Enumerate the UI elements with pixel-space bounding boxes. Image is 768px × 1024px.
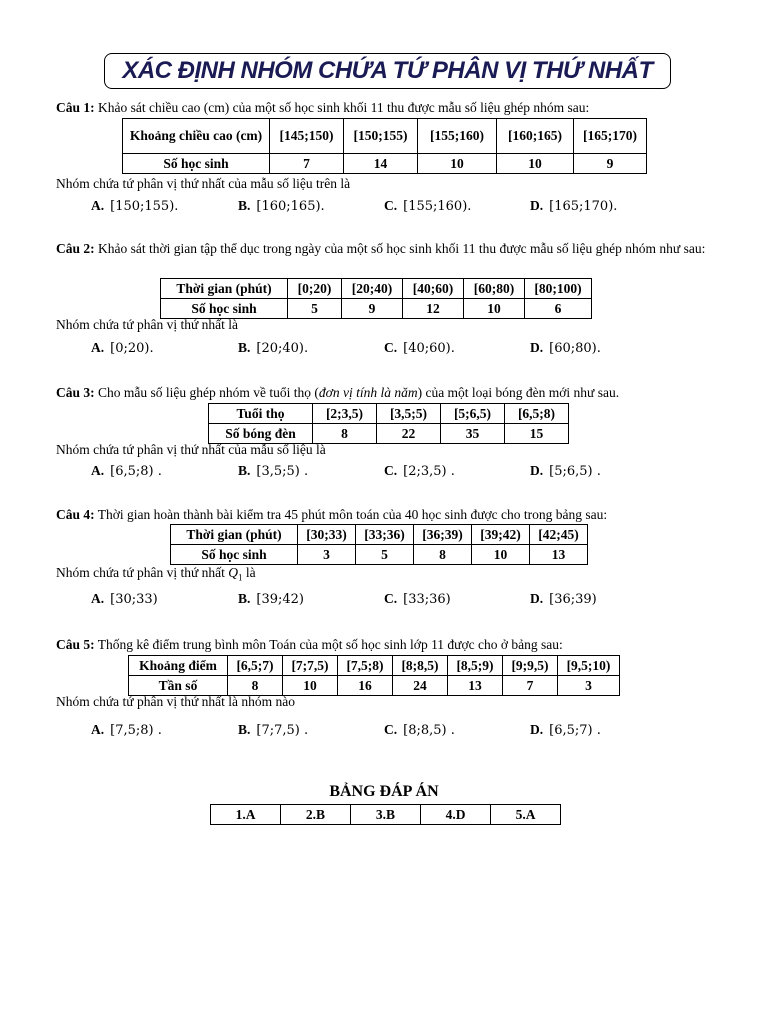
question-1-stem: Nhóm chứa tứ phân vị thứ nhất của mẫu số liệu trên là	[56, 176, 351, 191]
table-cell: 13	[530, 545, 588, 565]
question-4-label: Câu 4:	[56, 507, 95, 522]
answer-cell: 2.B	[281, 805, 351, 825]
option-b[interactable]	[238, 722, 308, 738]
table-cell: [6,5;7)	[228, 656, 283, 676]
option-letter: B.	[238, 591, 251, 606]
question-2-stem: Nhóm chứa tứ phân vị thứ nhất là	[56, 317, 239, 332]
option-a[interactable]	[91, 463, 162, 479]
question-3-label: Câu 3:	[56, 385, 95, 400]
table-cell: 16	[338, 676, 393, 696]
table-cell: 8	[313, 424, 377, 444]
table-cell: [80;100)	[525, 279, 592, 299]
table-cell: 10	[418, 154, 497, 174]
question-5-table	[128, 655, 620, 696]
option-value: [0;20).	[110, 341, 154, 356]
question-3-prompt-before: Cho mẫu số liệu ghép nhóm về tuổi thọ (	[98, 385, 319, 400]
table-cell: 6	[525, 299, 592, 319]
option-letter: A.	[91, 591, 105, 606]
table-cell: [7;7,5)	[283, 656, 338, 676]
question-1-label: Câu 1:	[56, 100, 95, 115]
option-value: [33;36)	[403, 592, 451, 607]
option-value: [36;39)	[549, 592, 597, 607]
option-value: [2;3,5) .	[403, 464, 455, 479]
option-letter: D.	[530, 591, 544, 606]
table-cell: 10	[497, 154, 574, 174]
table-cell: [60;80)	[464, 279, 525, 299]
table-header-cell: Thời gian (phút)	[171, 525, 298, 545]
option-letter: D.	[530, 198, 544, 213]
table-cell: 8	[228, 676, 283, 696]
answer-cell: 3.B	[351, 805, 421, 825]
option-value: [6,5;7) .	[549, 723, 601, 738]
question-2-prompt: Khảo sát thời gian tập thể dục trong ngày của một số học sinh khối 11 thu được mẫu số liệu ghép nhóm như sau:	[98, 241, 706, 256]
table-cell: [7,5;8)	[338, 656, 393, 676]
table-cell: [160;165)	[497, 119, 574, 154]
table-cell: [33;36)	[356, 525, 414, 545]
question-3-prompt-italic: đơn vị tính là năm	[318, 385, 418, 400]
table-cell: [6,5;8)	[505, 404, 569, 424]
option-value: [165;170).	[549, 199, 618, 214]
table-cell: 5	[356, 545, 414, 565]
option-letter: D.	[530, 722, 544, 737]
table-cell: 3	[298, 545, 356, 565]
question-3-stem: Nhóm chứa tứ phân vị thứ nhất của mẫu số liệu là	[56, 442, 326, 457]
option-a[interactable]	[91, 591, 158, 607]
table-cell: [3,5;5)	[377, 404, 441, 424]
option-letter: B.	[238, 340, 251, 355]
table-cell: 10	[472, 545, 530, 565]
option-d[interactable]	[530, 340, 601, 356]
table-header-cell: Thời gian (phút)	[161, 279, 288, 299]
table-cell: 8	[414, 545, 472, 565]
table-header-cell: Số học sinh	[123, 154, 270, 174]
option-letter: C.	[384, 463, 398, 478]
question-1-table	[122, 118, 647, 174]
table-header-cell: Tần số	[129, 676, 228, 696]
table-header-cell: Số học sinh	[171, 545, 298, 565]
option-value: [5;6,5) .	[549, 464, 601, 479]
option-letter: A.	[91, 340, 105, 355]
option-d[interactable]	[530, 198, 617, 214]
table-cell: [8;8,5)	[393, 656, 448, 676]
question-2-text	[56, 238, 716, 259]
option-value: [6,5;8) .	[110, 464, 162, 479]
question-5-prompt: Thống kê điểm trung bình môn Toán của một số học sinh lớp 11 được cho ở bảng sau:	[97, 637, 563, 652]
option-value: [60;80).	[549, 341, 601, 356]
title-box	[104, 53, 671, 89]
table-cell: 10	[283, 676, 338, 696]
question-4-table	[170, 524, 588, 565]
option-letter: A.	[91, 722, 105, 737]
table-header-cell: Khoảng chiều cao (cm)	[123, 119, 270, 154]
table-cell: [150;155)	[344, 119, 418, 154]
table-cell: 7	[503, 676, 558, 696]
question-1-text	[56, 97, 716, 118]
option-value: [160;165).	[256, 199, 325, 214]
table-cell: [145;150)	[270, 119, 344, 154]
table-cell: [155;160)	[418, 119, 497, 154]
option-letter: C.	[384, 591, 398, 606]
table-cell: 13	[448, 676, 503, 696]
option-letter: A.	[91, 198, 105, 213]
option-value: [40;60).	[403, 341, 455, 356]
option-letter: B.	[238, 463, 251, 478]
question-3-prompt-after: ) của một loại bóng đèn mới như sau.	[417, 385, 620, 400]
option-letter: D.	[530, 463, 544, 478]
option-d[interactable]	[530, 722, 601, 738]
question-3-text	[56, 382, 716, 403]
table-cell: [0;20)	[288, 279, 342, 299]
table-cell: [30;33)	[298, 525, 356, 545]
question-5-label: Câu 5:	[56, 637, 95, 652]
option-c[interactable]	[384, 722, 455, 738]
table-cell: [2;3,5)	[313, 404, 377, 424]
answer-cell: 4.D	[421, 805, 491, 825]
option-c[interactable]	[384, 463, 455, 479]
q1-symbol: Q	[228, 565, 239, 580]
question-5-text	[56, 634, 716, 655]
option-value: [3,5;5) .	[256, 464, 309, 479]
question-2-options	[91, 340, 731, 360]
option-b[interactable]	[238, 591, 304, 607]
question-1-prompt: Khảo sát chiều cao (cm) của một số học sinh khối 11 thu được mẫu số liệu ghép nhóm sau:	[98, 100, 590, 115]
table-header-cell: Tuổi thọ	[209, 404, 313, 424]
answer-cell: 5.A	[491, 805, 561, 825]
option-letter: C.	[384, 198, 398, 213]
question-4-stem-before: Nhóm chứa tứ phân vị thứ nhất	[56, 565, 225, 580]
option-letter: C.	[384, 340, 398, 355]
table-header-cell: Số bóng đèn	[209, 424, 313, 444]
table-cell: 9	[342, 299, 403, 319]
option-letter: B.	[238, 198, 251, 213]
table-cell: 3	[558, 676, 620, 696]
table-cell: 9	[574, 154, 647, 174]
question-2-label: Câu 2:	[56, 241, 95, 256]
table-cell: 22	[377, 424, 441, 444]
q1-subscript: 1	[238, 572, 243, 583]
option-a[interactable]	[91, 198, 178, 214]
option-c[interactable]	[384, 340, 455, 356]
option-letter: B.	[238, 722, 251, 737]
option-value: [150;155).	[110, 199, 179, 214]
page-title: XÁC ĐỊNH NHÓM CHỨA TỨ PHÂN VỊ THỨ NHẤT	[122, 57, 653, 84]
table-header-cell: Số học sinh	[161, 299, 288, 319]
question-2-table	[160, 278, 592, 319]
option-letter: C.	[384, 722, 398, 737]
question-5-stem: Nhóm chứa tứ phân vị thứ nhất là nhóm nào	[56, 694, 296, 709]
option-b[interactable]	[238, 463, 308, 479]
table-cell: [8,5;9)	[448, 656, 503, 676]
option-a[interactable]	[91, 722, 162, 738]
question-4-stem-after: là	[245, 565, 256, 580]
answer-key-title: BẢNG ĐÁP ÁN	[329, 783, 439, 800]
option-value: [7;7,5) .	[256, 723, 309, 738]
answer-key-table	[210, 804, 561, 825]
table-cell: [39;42)	[472, 525, 530, 545]
question-3-table	[208, 403, 569, 444]
question-4-stem	[56, 565, 256, 583]
table-cell: 10	[464, 299, 525, 319]
option-c[interactable]	[384, 591, 451, 607]
table-cell: [165;170)	[574, 119, 647, 154]
option-value: [39;42)	[256, 592, 304, 607]
question-3-options	[91, 463, 731, 483]
question-5-options	[91, 722, 731, 742]
table-cell: 7	[270, 154, 344, 174]
option-value: [20;40).	[256, 341, 309, 356]
option-d[interactable]	[530, 463, 601, 479]
table-cell: 12	[403, 299, 464, 319]
table-cell: 24	[393, 676, 448, 696]
table-cell: [9,5;10)	[558, 656, 620, 676]
table-cell: [20;40)	[342, 279, 403, 299]
table-cell: 35	[441, 424, 505, 444]
option-c[interactable]	[384, 198, 471, 214]
question-1-options	[91, 198, 731, 218]
answer-cell: 1.A	[211, 805, 281, 825]
table-cell: [40;60)	[403, 279, 464, 299]
option-letter: D.	[530, 340, 544, 355]
option-d[interactable]	[530, 591, 597, 607]
option-value: [30;33)	[110, 592, 158, 607]
option-b[interactable]	[238, 198, 325, 214]
table-cell: [5;6,5)	[441, 404, 505, 424]
option-b[interactable]	[238, 340, 308, 356]
option-a[interactable]	[91, 340, 154, 356]
table-cell: 14	[344, 154, 418, 174]
question-4-prompt: Thời gian hoàn thành bài kiểm tra 45 phút môn toán của 40 học sinh được cho trong bảng sau:	[97, 507, 608, 522]
table-cell: [36;39)	[414, 525, 472, 545]
table-cell: 5	[288, 299, 342, 319]
option-letter: A.	[91, 463, 105, 478]
option-value: [7,5;8) .	[110, 723, 162, 738]
question-4-options	[91, 591, 731, 611]
question-4-text	[56, 504, 716, 525]
option-value: [155;160).	[403, 199, 472, 214]
table-cell: [42;45)	[530, 525, 588, 545]
table-cell: 15	[505, 424, 569, 444]
option-value: [8;8,5) .	[403, 723, 455, 738]
table-cell: [9;9,5)	[503, 656, 558, 676]
table-header-cell: Khoảng điểm	[129, 656, 228, 676]
